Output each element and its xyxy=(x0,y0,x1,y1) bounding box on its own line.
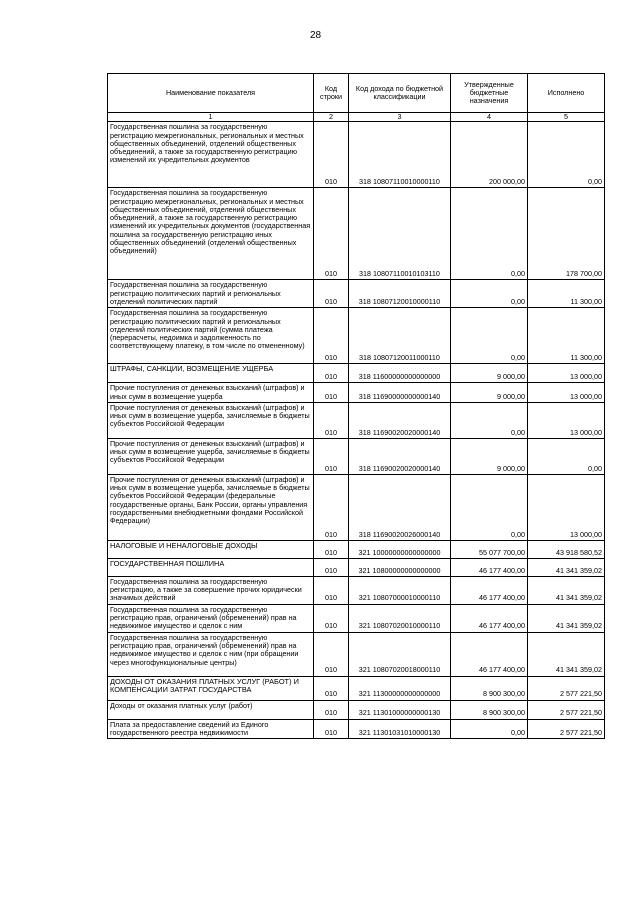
row-kbk: 318 10807120011000110 xyxy=(349,308,451,364)
table-row xyxy=(108,632,605,676)
row-executed: 178 700,00 xyxy=(528,188,605,280)
row-kbk: 318 11600000000000000 xyxy=(349,364,451,383)
row-kbk: 321 10807000010000110 xyxy=(349,576,451,604)
row-name: Государственная пошлина за государственную регистрацию прав, ограничений (обременений) прав на недвижимое имущество и сделок с ним xyxy=(108,604,314,632)
row-name: Государственная пошлина за государственную регистрацию межрегиональных, региональных и местных общественных объединений, отделений общественных объединений, а также за государственную регистрацию изменений их учредительных документов xyxy=(108,122,314,188)
row-executed: 11 300,00 xyxy=(528,308,605,364)
row-code: 010 xyxy=(314,364,349,383)
row-approved: 8 900 300,00 xyxy=(451,676,528,700)
row-approved: 46 177 400,00 xyxy=(451,604,528,632)
row-approved: 0,00 xyxy=(451,402,528,438)
table-row xyxy=(108,383,605,403)
column-number: 4 xyxy=(451,113,528,122)
row-code: 010 xyxy=(314,576,349,604)
row-approved: 9 000,00 xyxy=(451,383,528,403)
row-name: Государственная пошлина за государственную регистрацию, а также за совершение прочих юридически значимых действий xyxy=(108,576,314,604)
row-name: Государственная пошлина за государственную регистрацию межрегиональных, региональных и местных общественных объединений, отделений общественных объединений, а также за государственную регистрацию изменений их учредительных документов (государственная пошлина за государственную регистрацию иных общественных объединений (отделений общественных объединений) xyxy=(108,188,314,280)
row-kbk: 321 11301031010000130 xyxy=(349,719,451,739)
row-approved: 0,00 xyxy=(451,308,528,364)
row-kbk: 321 10000000000000000 xyxy=(349,540,451,558)
table-row xyxy=(108,700,605,719)
table-row xyxy=(108,122,605,188)
row-code: 010 xyxy=(314,700,349,719)
row-code: 010 xyxy=(314,719,349,739)
row-approved: 46 177 400,00 xyxy=(451,558,528,576)
row-name: Плата за предоставление сведений из Единого государственного реестра недвижимости xyxy=(108,719,314,739)
table-row xyxy=(108,604,605,632)
row-executed: 0,00 xyxy=(528,438,605,474)
row-executed: 41 341 359,02 xyxy=(528,558,605,576)
row-approved: 0,00 xyxy=(451,719,528,739)
row-code: 010 xyxy=(314,558,349,576)
row-name: Доходы от оказания платных услуг (работ) xyxy=(108,700,314,719)
row-kbk: 321 10800000000000000 xyxy=(349,558,451,576)
header-name: Наименование показателя xyxy=(108,74,314,113)
row-name: Государственная пошлина за государственную регистрацию прав, ограничений (обременений) прав на недвижимое имущество и сделок с ним (при обращении через многофункциональные центры) xyxy=(108,632,314,676)
column-number-row xyxy=(108,113,605,122)
row-code: 010 xyxy=(314,474,349,540)
row-executed: 13 000,00 xyxy=(528,364,605,383)
row-kbk: 321 11300000000000000 xyxy=(349,676,451,700)
row-name: ДОХОДЫ ОТ ОКАЗАНИЯ ПЛАТНЫХ УСЛУГ (РАБОТ) И КОМПЕНСАЦИИ ЗАТРАТ ГОСУДАРСТВА xyxy=(108,676,314,700)
row-code: 010 xyxy=(314,438,349,474)
row-kbk: 318 10807110010000110 xyxy=(349,122,451,188)
row-approved: 9 000,00 xyxy=(451,364,528,383)
row-name: НАЛОГОВЫЕ И НЕНАЛОГОВЫЕ ДОХОДЫ xyxy=(108,540,314,558)
row-approved: 46 177 400,00 xyxy=(451,632,528,676)
row-executed: 2 577 221,50 xyxy=(528,700,605,719)
row-kbk: 321 10807020010000110 xyxy=(349,604,451,632)
row-kbk: 321 11301000000000130 xyxy=(349,700,451,719)
table-row xyxy=(108,558,605,576)
row-executed: 41 341 359,02 xyxy=(528,632,605,676)
row-executed: 2 577 221,50 xyxy=(528,676,605,700)
row-code: 010 xyxy=(314,632,349,676)
row-executed: 41 341 359,02 xyxy=(528,604,605,632)
row-kbk: 318 11690020026000140 xyxy=(349,474,451,540)
header-approved: Утвержденные бюджетные назначения xyxy=(451,74,528,113)
row-code: 010 xyxy=(314,676,349,700)
row-executed: 13 000,00 xyxy=(528,383,605,403)
row-name: ШТРАФЫ, САНКЦИИ, ВОЗМЕЩЕНИЕ УЩЕРБА xyxy=(108,364,314,383)
row-executed: 41 341 359,02 xyxy=(528,576,605,604)
row-approved: 200 000,00 xyxy=(451,122,528,188)
row-approved: 8 900 300,00 xyxy=(451,700,528,719)
row-code: 010 xyxy=(314,308,349,364)
page-number: 28 xyxy=(309,30,322,41)
row-code: 010 xyxy=(314,280,349,308)
row-approved: 0,00 xyxy=(451,188,528,280)
column-number: 2 xyxy=(314,113,349,122)
table-row xyxy=(108,474,605,540)
row-code: 010 xyxy=(314,122,349,188)
row-approved: 55 077 700,00 xyxy=(451,540,528,558)
header-code: Код строки xyxy=(314,74,349,113)
row-approved: 0,00 xyxy=(451,280,528,308)
column-number: 3 xyxy=(349,113,451,122)
row-code: 010 xyxy=(314,188,349,280)
row-code: 010 xyxy=(314,604,349,632)
row-name: ГОСУДАРСТВЕННАЯ ПОШЛИНА xyxy=(108,558,314,576)
row-code: 010 xyxy=(314,540,349,558)
row-executed: 11 300,00 xyxy=(528,280,605,308)
row-code: 010 xyxy=(314,383,349,403)
revenue-table xyxy=(107,73,605,739)
row-kbk: 318 11690000000000140 xyxy=(349,383,451,403)
row-executed: 13 000,00 xyxy=(528,402,605,438)
row-approved: 0,00 xyxy=(451,474,528,540)
column-number: 1 xyxy=(108,113,314,122)
row-executed: 43 918 580,52 xyxy=(528,540,605,558)
table-row xyxy=(108,402,605,438)
row-name: Прочие поступления от денежных взысканий (штрафов) и иных сумм в возмещение ущерба, зачисляемые в бюджеты субъектов Российской Федерации xyxy=(108,402,314,438)
row-kbk: 318 10807120010000110 xyxy=(349,280,451,308)
row-name: Прочие поступления от денежных взысканий (штрафов) и иных сумм в возмещение ущерба xyxy=(108,383,314,403)
row-approved: 46 177 400,00 xyxy=(451,576,528,604)
table-row xyxy=(108,438,605,474)
row-kbk: 321 10807020018000110 xyxy=(349,632,451,676)
table-header-row xyxy=(108,74,605,113)
row-executed: 0,00 xyxy=(528,122,605,188)
header-kbk: Код дохода по бюджетной классификации xyxy=(349,74,451,113)
row-name: Государственная пошлина за государственную регистрацию политических партий и региональных отделений политических партий xyxy=(108,280,314,308)
header-executed: Исполнено xyxy=(528,74,605,113)
row-kbk: 318 10807110010103110 xyxy=(349,188,451,280)
table-row xyxy=(108,540,605,558)
table-row xyxy=(108,188,605,280)
table-row xyxy=(108,280,605,308)
table-row xyxy=(108,308,605,364)
row-kbk: 318 11690020020000140 xyxy=(349,438,451,474)
row-code: 010 xyxy=(314,402,349,438)
table-row xyxy=(108,676,605,700)
row-name: Прочие поступления от денежных взысканий (штрафов) и иных сумм в возмещение ущерба, зачисляемые в бюджеты субъектов Российской Федерации (федеральные государственные органы, Банк России, органы управления государственными внебюджетными фондами Российской Федерации) xyxy=(108,474,314,540)
row-executed: 2 577 221,50 xyxy=(528,719,605,739)
table-row xyxy=(108,576,605,604)
row-kbk: 318 11690020020000140 xyxy=(349,402,451,438)
row-executed: 13 000,00 xyxy=(528,474,605,540)
row-name: Государственная пошлина за государственную регистрацию политических партий и региональных отделений политических партий (сумма платежа (перерасчеты, недоимка и задолженность по соответствующему платежу, в том числе по отмененному) xyxy=(108,308,314,364)
column-number: 5 xyxy=(528,113,605,122)
table-row xyxy=(108,719,605,739)
row-approved: 9 000,00 xyxy=(451,438,528,474)
table-row xyxy=(108,364,605,383)
row-name: Прочие поступления от денежных взысканий (штрафов) и иных сумм в возмещение ущерба, зачисляемые в бюджеты субъектов Российской Федерации xyxy=(108,438,314,474)
